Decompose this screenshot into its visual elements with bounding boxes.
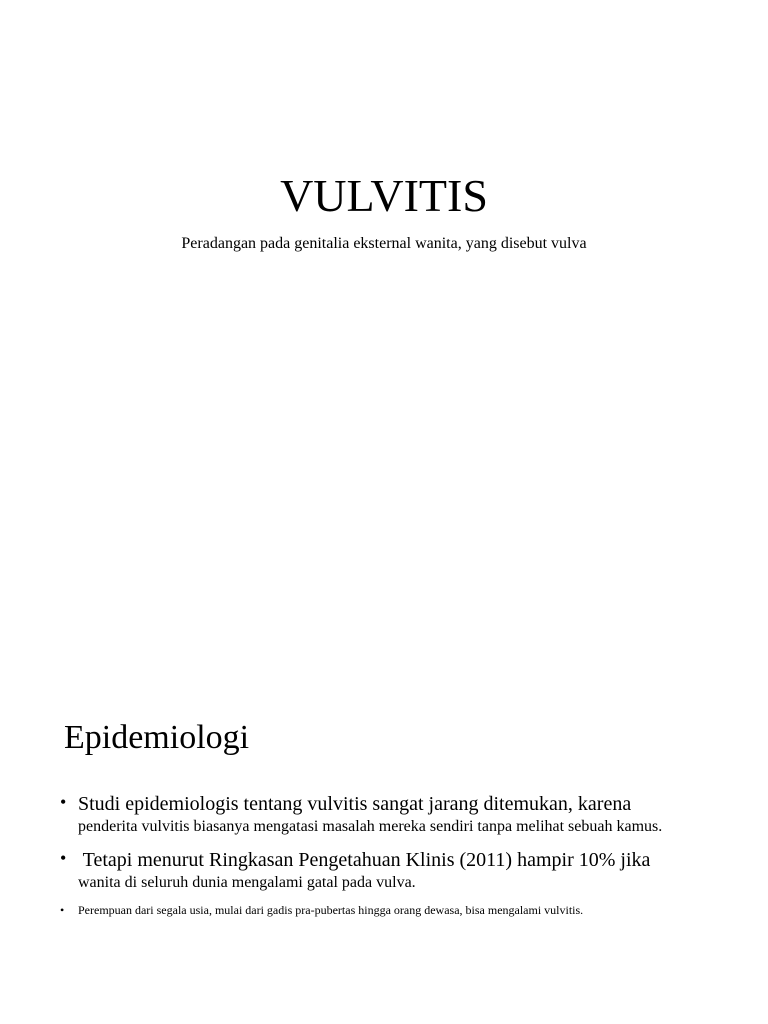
slide-subtitle: Peradangan pada genitalia eksternal wanita, yang disebut vulva: [181, 235, 587, 252]
bullet-item: [60, 848, 720, 894]
bullet-list: [60, 792, 720, 918]
bullet-item: [60, 792, 720, 838]
bullet-item: [60, 902, 720, 918]
bullet-icon: •: [60, 903, 65, 917]
content-slide: [0, 512, 768, 1024]
bullet-lead-text: Perempuan dari segala usia, mulai dari gadis pra-pubertas hingga orang dewasa, bisa mengalami vulvitis.: [78, 903, 584, 917]
bullet-icon: •: [60, 792, 67, 812]
bullet-rest-text: penderita vulvitis biasanya mengatasi masalah mereka sendiri tanpa melihat sebuah kamus.: [78, 818, 663, 835]
section-heading: Epidemiologi: [64, 719, 250, 756]
slide-title: VULVITIS: [280, 170, 488, 221]
bullet-icon: •: [60, 848, 67, 868]
bullet-lead-text: Studi epidemiologis tentang vulvitis sangat jarang ditemukan, karena: [78, 793, 632, 815]
bullet-rest-text: wanita di seluruh dunia mengalami gatal pada vulva.: [78, 874, 416, 891]
bullet-lead-text: Tetapi menurut Ringkasan Pengetahuan Klinis (2011) hampir 10% jika: [78, 849, 651, 871]
